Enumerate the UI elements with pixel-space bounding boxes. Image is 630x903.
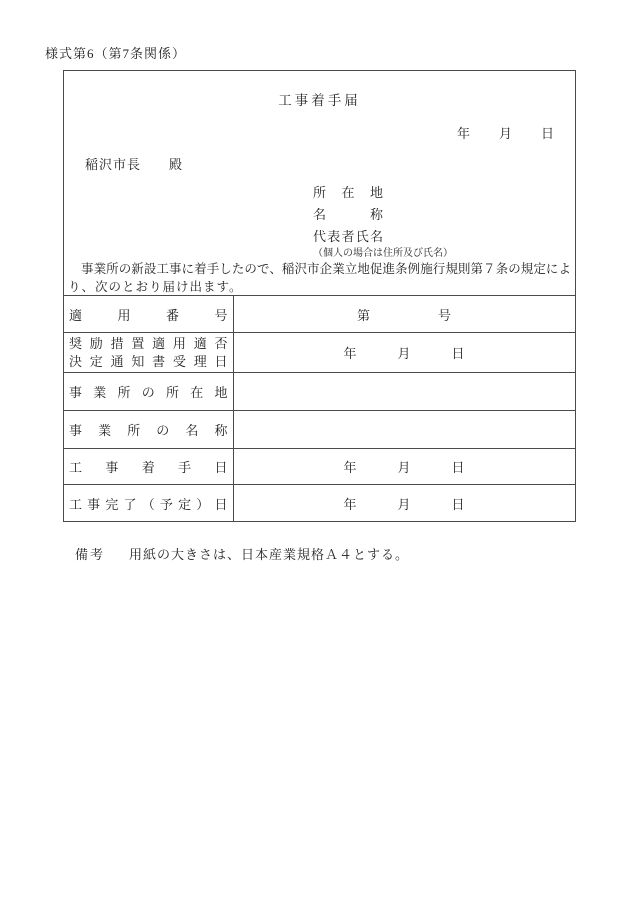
- applicant-name-label: 名称: [313, 207, 383, 222]
- row-value-notice-receipt-date: 年 月 日: [233, 333, 575, 373]
- row-value-construction-completion-date: 年 月 日: [233, 485, 575, 522]
- table-row: [64, 411, 575, 449]
- applicant-representative-note: （個人の場合は住所及び氏名）: [313, 248, 453, 259]
- row-label-office-name: 事業所の名称: [64, 411, 233, 449]
- row-value-office-address: [233, 373, 575, 411]
- body-line-2: り、次のとおり届け出ます。: [68, 279, 243, 294]
- form-title: 工事着手届: [278, 93, 361, 108]
- submission-date-line: 年 月 日: [456, 126, 555, 141]
- row-label-construction-start-date: 工事着手日: [64, 449, 233, 485]
- row-label-line-1: 奨励措置適用適否: [69, 335, 228, 351]
- row-value-construction-start-date: 年 月 日: [233, 449, 575, 485]
- table-row: [64, 485, 575, 522]
- form-number-label: 様式第6（第7条関係）: [45, 46, 187, 61]
- remark-label: 備考: [75, 547, 106, 562]
- applicant-block: [313, 182, 453, 260]
- table-row: [64, 373, 575, 411]
- row-value-office-name: [233, 411, 575, 449]
- row-label-line-2: 決定通知書受理日: [69, 353, 228, 369]
- row-label-office-address: 事業所の所在地: [64, 373, 233, 411]
- row-label-construction-completion-date: 工事完了（予定）日: [64, 485, 233, 522]
- addressee-line: 稲沢市長 殿: [85, 157, 184, 172]
- applicant-representative-label: 代表者氏名: [313, 229, 383, 244]
- body-line-1: 事業所の新設工事に着手したので、稲沢市企業立地促進条例施行規則第７条の規定によ: [81, 262, 571, 276]
- table-row: [64, 296, 575, 333]
- row-value-application-number: 第 号: [233, 296, 575, 333]
- table-row: [64, 333, 575, 373]
- remark-text: 用紙の大きさは、日本産業規格Ａ４とする。: [129, 547, 410, 562]
- table-row: [64, 449, 575, 485]
- row-label-application-number: 適用番号: [64, 296, 233, 333]
- row-label-notice-receipt-date: [64, 333, 233, 373]
- body-paragraph: [64, 261, 575, 296]
- form-table: [64, 295, 575, 522]
- applicant-address-label: 所在地: [313, 185, 383, 200]
- remark-line: [75, 546, 409, 563]
- form-border-box: [63, 70, 576, 522]
